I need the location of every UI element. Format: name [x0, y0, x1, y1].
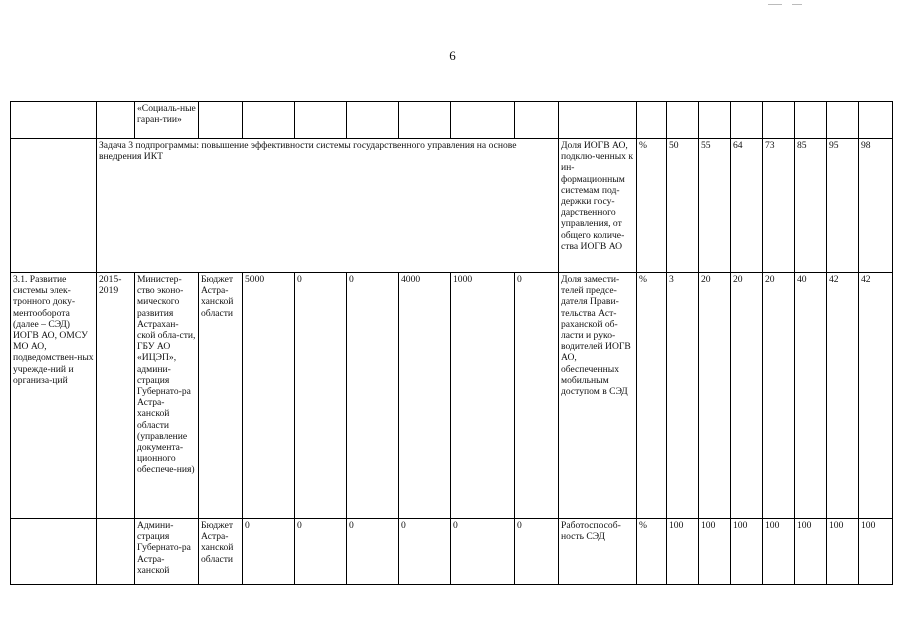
value-cell: 100 [667, 519, 699, 585]
source-cell: Бюджет Астра-ханской области [199, 519, 243, 585]
value-cell: 42 [859, 273, 893, 519]
scan-mark [768, 4, 782, 5]
value-cell: 20 [731, 273, 763, 519]
executor-cell: Министер-ство эконо-мического развития Астрахан-ской обла-сти, ГБУ АО «ИЦЭП», админи-страция Губернато-ра Астра-ханской области (управление документа-ционного обеспече-ния) [135, 273, 199, 519]
value-cell: 100 [859, 519, 893, 585]
unit-cell: % [637, 273, 667, 519]
value-cell: 64 [731, 139, 763, 273]
cell-empty [827, 102, 859, 139]
table-row-admin [11, 519, 893, 585]
finance-cell: 5000 [243, 273, 295, 519]
executor-cell: «Социаль-ные гаран-тии» [135, 102, 199, 139]
finance-cell: 0 [347, 273, 399, 519]
cell-empty [795, 102, 827, 139]
value-cell: 95 [827, 139, 859, 273]
cell-empty [97, 519, 135, 585]
indicator-cell: Работоспособ-ность СЭД [559, 519, 637, 585]
cell-empty [559, 102, 637, 139]
value-cell: 20 [763, 273, 795, 519]
value-cell: 100 [699, 519, 731, 585]
finance-cell: 0 [243, 519, 295, 585]
cell-empty [515, 102, 559, 139]
value-cell: 100 [827, 519, 859, 585]
finance-cell: 0 [399, 519, 451, 585]
finance-cell: 0 [515, 273, 559, 519]
program-table [10, 101, 893, 585]
value-cell: 98 [859, 139, 893, 273]
source-cell: Бюджет Астра-ханской области [199, 273, 243, 519]
finance-cell: 0 [295, 273, 347, 519]
value-cell: 55 [699, 139, 731, 273]
value-cell: 3 [667, 273, 699, 519]
cell-empty [11, 519, 97, 585]
finance-cell: 1000 [451, 273, 515, 519]
unit-cell: % [637, 519, 667, 585]
cell-empty [699, 102, 731, 139]
cell-empty [637, 102, 667, 139]
value-cell: 73 [763, 139, 795, 273]
task-title: Задача 3 подпрограммы: повышение эффективности системы государственного управления на основе внедрения ИКТ [97, 139, 559, 273]
measure-name: 3.1. Развитие системы элек-тронного доку-ментооборота (далее – СЭД) ИОГВ АО, ОМСУ МО АО, подведомствен-ных учрежде-ний и организа-ций [11, 273, 97, 519]
page-number: 6 [449, 48, 456, 63]
scan-mark [792, 4, 802, 5]
cell-empty [763, 102, 795, 139]
value-cell: 20 [699, 273, 731, 519]
cell-empty [731, 102, 763, 139]
value-cell: 85 [795, 139, 827, 273]
value-cell: 100 [763, 519, 795, 585]
cell-empty [451, 102, 515, 139]
table-row-task [11, 139, 893, 273]
cell-empty [295, 102, 347, 139]
cell-empty [11, 102, 97, 139]
unit-cell: % [637, 139, 667, 273]
value-cell: 42 [827, 273, 859, 519]
cell-empty [347, 102, 399, 139]
finance-cell: 0 [347, 519, 399, 585]
table-row-social [11, 102, 893, 139]
indicator-cell: Доля замести-телей предсе-дателя Прави-тельства Аст-раханской об-ласти и руко-водителей ИОГВ АО, обеспеченных мобильным доступом в СЭД [559, 273, 637, 519]
cell-empty [11, 139, 97, 273]
table-row-measure [11, 273, 893, 519]
cell-empty [243, 102, 295, 139]
period-cell: 2015-2019 [97, 273, 135, 519]
cell-empty [199, 102, 243, 139]
cell-empty [97, 102, 135, 139]
indicator-cell: Доля ИОГВ АО, подклю-ченных к ин-формационным системам под-держки госу-дарственного управления, от общего количе-ства ИОГВ АО [559, 139, 637, 273]
cell-empty [667, 102, 699, 139]
value-cell: 40 [795, 273, 827, 519]
finance-cell: 0 [451, 519, 515, 585]
value-cell: 50 [667, 139, 699, 273]
finance-cell: 4000 [399, 273, 451, 519]
finance-cell: 0 [515, 519, 559, 585]
cell-empty [399, 102, 451, 139]
executor-cell: Админи-страция Губернато-ра Астра-ханской [135, 519, 199, 585]
finance-cell: 0 [295, 519, 347, 585]
cell-empty [859, 102, 893, 139]
value-cell: 100 [731, 519, 763, 585]
value-cell: 100 [795, 519, 827, 585]
